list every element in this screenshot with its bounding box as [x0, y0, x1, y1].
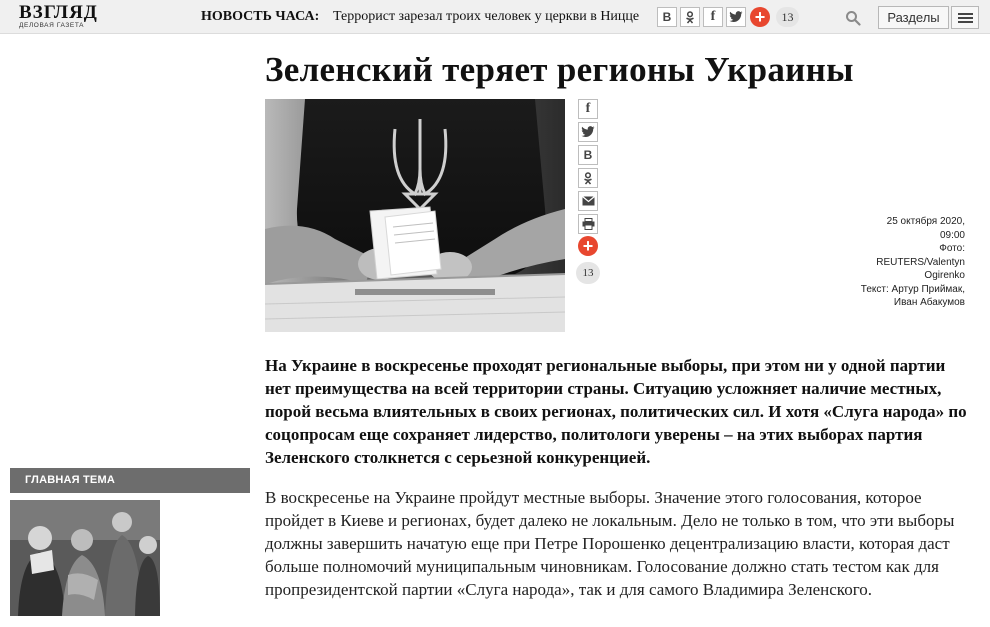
photo-credit: REUTERS/Valentyn Ogirenko [876, 256, 965, 281]
more-share-button[interactable]: + [578, 236, 598, 256]
printer-icon [582, 218, 595, 230]
menu-bar [958, 13, 973, 15]
ok-share-button[interactable] [578, 168, 598, 188]
site-logo[interactable] [19, 4, 111, 30]
more-share-button[interactable]: + [750, 7, 770, 27]
article-meta [860, 215, 965, 310]
article-title: Зеленский теряет регионы Украины [265, 50, 854, 89]
email-share-button[interactable] [578, 191, 598, 211]
news-of-hour-link[interactable]: Террорист зарезал троих человек у церкви в Ницце [333, 9, 640, 24]
main-theme-header[interactable]: ГЛАВНАЯ ТЕМА [10, 468, 250, 493]
vk-share-button[interactable]: В [578, 145, 598, 165]
top-bar [0, 0, 990, 34]
article-main-photo [265, 99, 565, 332]
hamburger-menu-button[interactable] [951, 6, 979, 29]
menu-bar [958, 21, 973, 23]
article-body-paragraph: В воскресенье на Украине пройдут местные выборы. Значение этого голосования, которое пройдет в Киеве и регионах, будет далеко не локальным. Дело не только в том, что эти выборы должны завершить начатую еще при Петре Порошенко децентрализацию власти, которая даст больше полномочий муниципальным чиновникам. Голосование должно стать тестом как для пропрезидентской партии «Слуга народа», так и для самого Владимира Зеленского. [265, 488, 955, 599]
article-authors[interactable]: Артур Приймак, Иван Абакумов [891, 283, 965, 308]
facebook-share-button[interactable]: f [578, 99, 598, 119]
crowd-photo-illustration [10, 500, 160, 616]
publish-time: 09:00 [939, 229, 965, 241]
ok-share-button[interactable] [680, 7, 700, 27]
publish-date: 25 октября 2020, [886, 216, 965, 227]
article-lead: На Украине в воскресенье проходят региональные выборы, при этом ни у одной партии нет преимущества на всей территории страны. Ситуацию усложняет наличие местных, порой весьма влиятельных в своих регионах, политических сил. И хотя «Слуга народа» по соцопросам еще сохраняет лидерство, политологи уверены – на этих выборах партия Зеленского столкнется с серьезной конкуренцией. [265, 356, 967, 467]
voter-ballot-illustration [265, 99, 565, 332]
ok-icon [685, 11, 695, 24]
twitter-bird-icon [729, 11, 743, 23]
twitter-bird-icon [581, 126, 595, 138]
logo-subtitle: ДЕЛОВАЯ ГАЗЕТА [19, 22, 85, 29]
menu-bar [958, 17, 973, 19]
sections-button[interactable]: Разделы [878, 6, 949, 29]
text-label: Текст: [860, 283, 889, 295]
logo-title: ВЗГЛЯД [19, 2, 98, 23]
twitter-share-button[interactable] [726, 7, 746, 27]
envelope-icon [582, 196, 595, 206]
main-theme-photo[interactable] [10, 500, 160, 616]
vk-share-button[interactable]: В [657, 7, 677, 27]
search-icon[interactable] [845, 10, 861, 26]
ok-icon [583, 172, 593, 185]
share-count-badge: 13 [576, 262, 600, 284]
share-count-badge: 13 [776, 7, 799, 27]
facebook-share-button[interactable]: f [703, 7, 723, 27]
twitter-share-button[interactable] [578, 122, 598, 142]
news-of-hour-label: НОВОСТЬ ЧАСА: [201, 9, 320, 24]
print-button[interactable] [578, 214, 598, 234]
photo-label: Фото: [939, 243, 965, 254]
